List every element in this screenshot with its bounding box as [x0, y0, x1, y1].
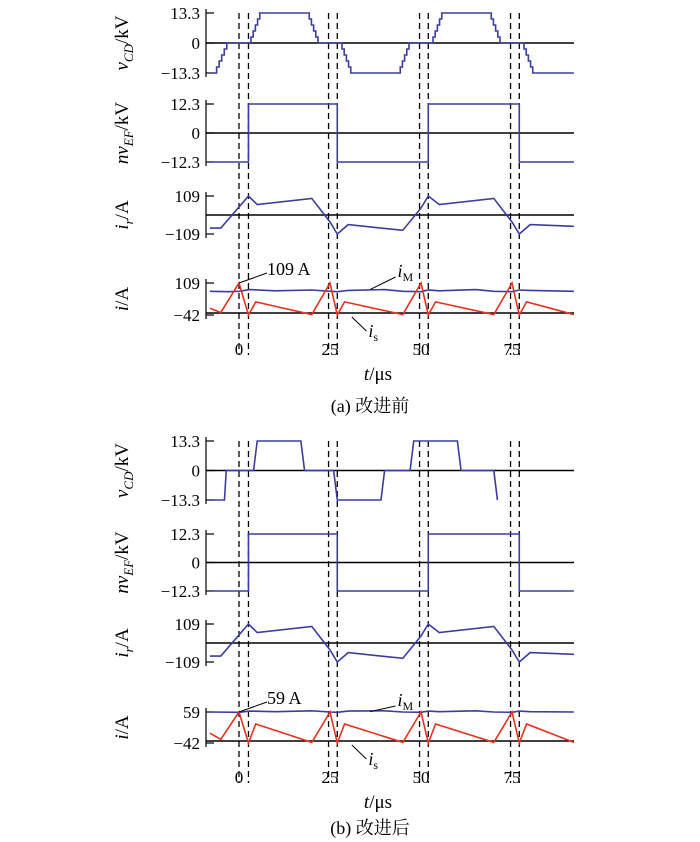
y-tick-label: −13.3: [160, 64, 200, 83]
panel-vcd: [112, 4, 574, 83]
y-label-main: nv: [112, 575, 133, 594]
x-label-main: t: [363, 364, 370, 385]
y-label-unit: /A: [112, 286, 133, 306]
series-iM: [210, 290, 574, 292]
y-label-sub: CD: [121, 44, 136, 63]
im-annotation: [398, 690, 414, 713]
y-tick-label: −42: [173, 734, 200, 753]
x-tick-label: 50: [412, 340, 430, 359]
panel-vef: [112, 525, 574, 601]
y-tick-label: 13.3: [170, 4, 200, 23]
y-label-unit: /kV: [112, 443, 133, 472]
x-tick-label: 0: [234, 768, 244, 787]
is-annotation: [368, 321, 378, 344]
y-axis-label: [112, 102, 136, 165]
x-tick-label: 25: [321, 340, 339, 359]
figure-a: [112, 4, 574, 417]
x-label-unit: /μs: [369, 792, 393, 813]
figure-caption: (a) 改进前: [330, 396, 410, 416]
im-leader-line: [370, 277, 395, 290]
y-label-unit: /kV: [112, 101, 133, 131]
y-tick-label: −109: [164, 225, 200, 244]
y-tick-label: 12.3: [170, 95, 200, 114]
y-label-sub: r: [121, 647, 136, 653]
y-label-sub: r: [121, 219, 136, 225]
y-tick-label: 0: [191, 553, 200, 573]
y-tick-label: −109: [164, 653, 200, 672]
is-label-sub: s: [373, 330, 379, 344]
peak-leader-line: [239, 273, 267, 283]
y-tick-label: 12.3: [170, 525, 200, 544]
y-tick-label: 0: [191, 124, 200, 143]
y-tick-label: 0: [191, 34, 200, 53]
im-label-main: i: [397, 690, 403, 710]
peak-annotation: 59 A: [267, 688, 302, 708]
y-label-sub: CD: [121, 471, 136, 490]
y-axis-label: [112, 531, 136, 594]
figure-caption: (b) 改进后: [330, 818, 410, 838]
y-tick-label: −12.3: [160, 153, 200, 172]
y-label-unit: /A: [112, 200, 133, 220]
panel-vcd: [112, 432, 574, 510]
x-tick-label: 50: [412, 768, 430, 787]
y-tick-label: 59: [183, 703, 200, 722]
y-axis-label: [112, 287, 133, 312]
is-label-main: i: [368, 749, 374, 769]
im-label-sub: M: [402, 270, 414, 284]
y-axis-label: [112, 715, 133, 740]
x-label-unit: /μs: [369, 364, 393, 385]
y-label-main: v: [112, 62, 133, 71]
y-label-unit: /A: [112, 715, 133, 735]
y-label-unit: /kV: [112, 15, 133, 44]
y-label-main: i: [112, 734, 133, 740]
x-axis-label: [364, 364, 392, 385]
peak-annotation: 109 A: [267, 259, 311, 279]
y-axis-label: [112, 628, 136, 658]
y-label-sub: EF: [121, 130, 136, 147]
x-tick-label: 75: [503, 340, 521, 359]
figure-b: [112, 432, 574, 839]
y-tick-label: 0: [191, 461, 200, 481]
y-label-unit: /kV: [112, 531, 133, 560]
x-label-main: t: [363, 792, 370, 813]
panel-ir: [112, 187, 574, 244]
y-label-main: i: [112, 224, 133, 230]
y-label-main: nv: [112, 146, 133, 165]
is-annotation: [368, 749, 378, 772]
panel-vef: [112, 95, 574, 172]
x-tick-label: 75: [503, 768, 521, 787]
y-label-main: i: [112, 652, 133, 658]
y-tick-label: 109: [174, 274, 200, 293]
y-label-main: v: [112, 489, 133, 498]
y-tick-label: −42: [173, 306, 200, 325]
im-label-sub: M: [402, 699, 414, 713]
y-label-sub: EF: [121, 559, 136, 576]
y-tick-label: 13.3: [170, 432, 200, 451]
y-tick-label: 109: [174, 187, 200, 206]
y-tick-label: −12.3: [160, 582, 200, 601]
im-label-main: i: [397, 261, 403, 281]
y-label-unit: /A: [112, 628, 133, 648]
x-tick-label: 25: [321, 768, 339, 787]
y-axis-label: [112, 200, 136, 230]
y-label-main: i: [112, 305, 133, 312]
is-label-sub: s: [373, 758, 379, 772]
im-annotation: [398, 261, 414, 284]
x-axis-label: [364, 792, 392, 813]
y-axis-label: [112, 443, 136, 498]
panel-ir: [112, 615, 574, 672]
y-tick-label: −13.3: [160, 491, 200, 510]
is-leader-line: [352, 745, 367, 759]
y-axis-label: [112, 15, 136, 70]
panel-i: [112, 259, 574, 344]
is-label-main: i: [368, 321, 374, 341]
panel-i: [112, 688, 574, 772]
is-leader-line: [352, 317, 367, 331]
y-tick-label: 109: [174, 615, 200, 634]
x-tick-label: 0: [234, 340, 244, 359]
